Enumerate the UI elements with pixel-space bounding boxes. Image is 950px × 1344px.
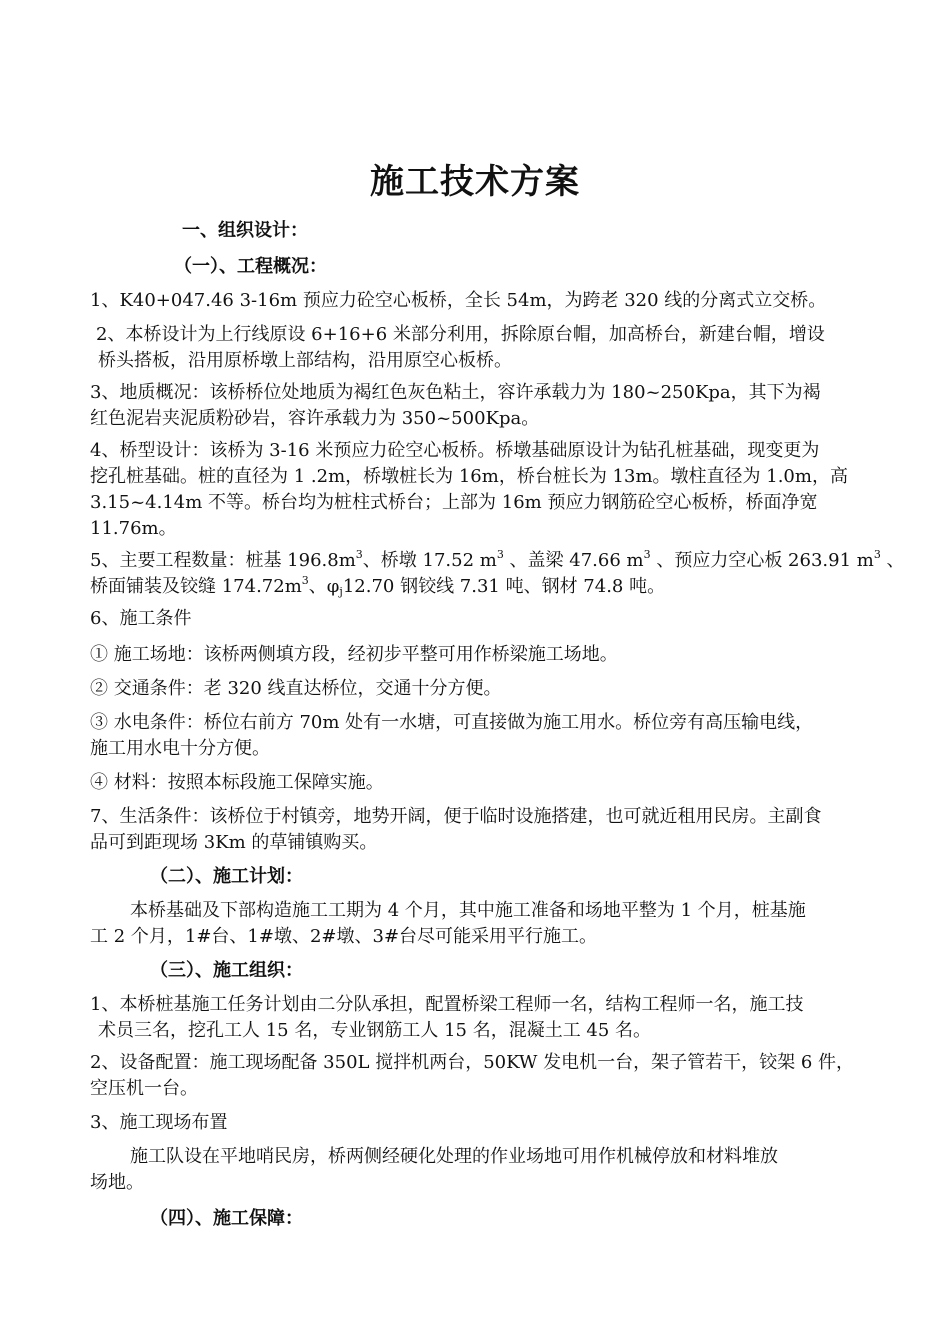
section-heading-overview: （一）、工程概况： (174, 256, 327, 277)
overview-item-3-geology (90, 380, 890, 432)
text-line: 空压机一台。 (90, 1078, 198, 1099)
site-layout-paragraph (90, 1144, 890, 1196)
text-line: 工 2 个月，1#台、1#墩、2#墩、3#台尽可能采用平行施工。 (90, 926, 598, 947)
text-line: 本桥基础及下部构造施工工期为 4 个月，其中施工准备和场地平整为 1 个月，桩基施 (130, 900, 806, 921)
text-line: 3、施工现场布置 (90, 1112, 228, 1133)
superscript-3: 3 (355, 548, 363, 561)
text-line: 红色泥岩夹泥质粉砂岩，容许承载力为 350~500Kpa。 (90, 408, 540, 429)
text-line: 3、地质概况：该桥桥位处地质为褐红色灰色粘土，容许承载力为 180~250Kpa，其下为褐 (90, 382, 821, 403)
overview-item-5-quantities (90, 548, 905, 600)
text-line: ③ 水电条件：桥位右前方 70m 处有一水塘，可直接做为施工用水。桥位旁有高压输电线， (90, 712, 814, 733)
section-heading-plan: （二）、施工计划： (150, 866, 303, 887)
quantity-text: 、桥墩 17.52 m (362, 550, 497, 571)
overview-item-1 (90, 288, 890, 314)
text-line: 2、设备配置：施工现场配备 350L 搅拌机两台，50KW 发电机一台，架子管若干，铰架 6 件， (90, 1052, 855, 1073)
text-line: ④ 材料：按照本标段施工保障实施。 (90, 772, 384, 793)
text-line (90, 574, 890, 600)
overview-item-4-bridge-design (90, 438, 890, 542)
text-line: 11.76m。 (90, 518, 177, 539)
condition-materials (90, 770, 890, 796)
text-line: 挖孔桩基础。桩的直径为 1 .2m，桥墩桩长为 16m，桥台桩长为 13m。墩柱直径为 1.0m，高 (90, 466, 848, 487)
quantity-text: 12.70 钢铰线 7.31 吨、钢材 74.8 吨。 (342, 576, 666, 597)
section-heading-support: （四）、施工保障： (150, 1208, 303, 1229)
text-line: 施工用水电十分方便。 (90, 738, 270, 759)
text-line: 桥头搭板，沿用原桥墩上部结构，沿用原空心板桥。 (98, 350, 512, 371)
quantity-text: 、 (880, 550, 905, 571)
document-title: 施工技术方案 (370, 162, 580, 202)
overview-item-2 (90, 322, 890, 374)
quantity-text: 、盖梁 47.66 m (503, 550, 644, 571)
overview-item-7-living (90, 804, 890, 856)
text-line: 施工队设在平地哨民房，桥两侧经硬化处理的作业场地可用作机械停放和材料堆放 (130, 1146, 778, 1167)
subscript-j: j (339, 585, 343, 598)
plan-paragraph (90, 898, 890, 950)
text-line: 术员三名，挖孔工人 15 名，专业钢筋工人 15 名，混凝土工 45 名。 (98, 1020, 652, 1041)
text-line: 1、本桥桩基施工任务计划由二分队承担，配置桥梁工程师一名，结构工程师一名，施工技 (90, 994, 804, 1015)
text-line: 品可到距现场 3Km 的草铺镇购买。 (90, 832, 378, 853)
text-line: ② 交通条件：老 320 线直达桥位，交通十分方便。 (90, 678, 502, 699)
text-line (90, 548, 905, 574)
quantity-text: 5、主要工程数量：桩基 196.8m (90, 550, 356, 571)
text-line: 场地。 (90, 1172, 144, 1193)
organization-item-3-layout (90, 1110, 890, 1136)
superscript-3: 3 (301, 574, 309, 587)
condition-water-power (90, 710, 890, 762)
text-line: 7、生活条件：该桥位于村镇旁，地势开阔，便于临时设施搭建，也可就近租用民房。主副食 (90, 806, 822, 827)
text-line: 6、施工条件 (90, 608, 192, 629)
superscript-3: 3 (643, 548, 651, 561)
quantity-text: 、φ (308, 576, 340, 597)
section-heading-organization: （三）、施工组织： (150, 960, 303, 981)
organization-item-2-equipment (90, 1050, 890, 1102)
heading-organization-design: 一、组织设计： (182, 220, 308, 241)
text-line: ① 施工场地：该桥两侧填方段，经初步平整可用作桥梁施工场地。 (90, 644, 618, 665)
text-line: 3.15~4.14m 不等。桥台均为桩柱式桥台；上部为 16m 预应力钢筋砼空心板桥，桥面净宽 (90, 492, 818, 513)
quantity-text: 桥面铺装及铰缝 174.72m (90, 576, 302, 597)
condition-site (90, 642, 890, 668)
organization-item-1 (90, 992, 890, 1044)
condition-traffic (90, 676, 890, 702)
superscript-3: 3 (496, 548, 504, 561)
text-line: 1、K40+047.46 3-16m 预应力砼空心板桥，全长 54m，为跨老 320 线的分离式立交桥。 (90, 290, 827, 311)
superscript-3: 3 (873, 548, 881, 561)
overview-item-6-conditions (90, 606, 890, 632)
quantity-text: 、预应力空心板 263.91 m (650, 550, 874, 571)
text-line: 4、桥型设计：该桥为 3-16 米预应力砼空心板桥。桥墩基础原设计为钻孔桩基础，现变更为 (90, 440, 820, 461)
text-line: 2、本桥设计为上行线原设 6+16+6 米部分利用，拆除原台帽，加高桥台，新建台帽，增设 (96, 324, 825, 345)
